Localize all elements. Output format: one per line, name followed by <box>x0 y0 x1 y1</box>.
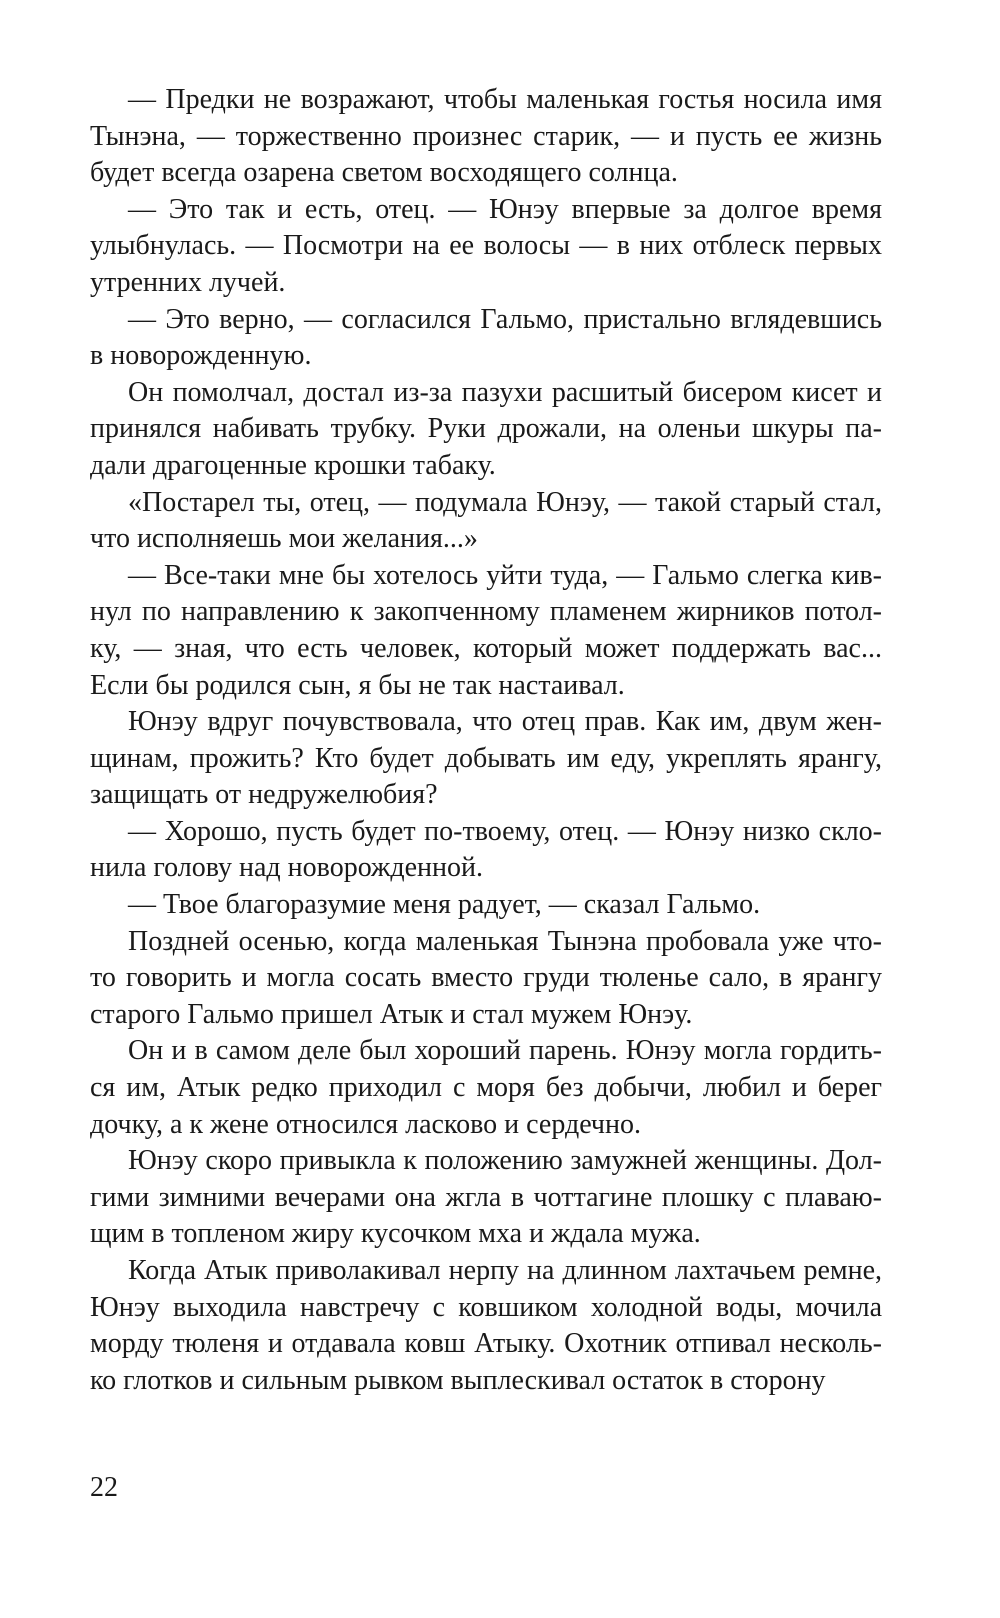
paragraph: — Твое благоразумие меня радует, — сказал Гальмо. <box>128 889 761 921</box>
paragraph: — Все-таки мне бы хотелось уйти туда, — Гальмо слегка кивнул по направлению к закопченному пламенем жирников потолку, — зная, что есть человек, который может поддержать вас... Если бы родился сын, я бы не так настаивал. <box>90 559 882 701</box>
paragraph: Когда Атык приволакивал нерпу на длинном лахтачьем ремне, Юнэу выходила навстречу с ковшиком холодной воды, мочила морду тюленя и отдавала ковш Атыку. Охотник отпивал несколько глотков и сильным рывком выплескивал остаток в сторону <box>90 1255 882 1396</box>
paragraph: Он помолчал, достал из-за пазухи расшитый бисером кисет и принялся набивать трубку. Руки дрожали, на оленьи шкуры падали драгоценные крошки табаку. <box>90 376 882 481</box>
paragraph: Поздней осенью, когда маленькая Тынэна пробовала уже чтото говорить и могла сосать вместо груди тюленье сало, в ярангу старого Гальмо пришел Атык и стал мужем Юнэу. <box>90 925 882 1030</box>
paragraph: — Это так и есть, отец. — Юнэу впервые за долгое время улыбнулась. — Посмотри на ее волосы — в них отблеск первых утренних лучей. <box>90 193 882 298</box>
paragraph: Юнэу скоро привыкла к положению замужней женщины. Долгими зимними вечерами она жгла в чоттагине плошку с плавающим в топленом жиру кусочком мха и ждала мужа. <box>90 1145 882 1250</box>
paragraph: — Это верно, — согласился Гальмо, пристально вглядевшись в новорожденную. <box>90 303 882 372</box>
page-number: 22 <box>90 1472 118 1503</box>
paragraph: «Постарел ты, отец, — подумала Юнэу, — такой старый стал, что исполняешь мои желания...» <box>90 486 882 555</box>
paragraph: Он и в самом деле был хороший парень. Юнэу могла гордиться им, Атык редко приходил с моря без добычи, любил и берег дочку, а к жене относился ласково и сердечно. <box>90 1035 882 1140</box>
paragraph: — Предки не возражают, чтобы маленькая гостья носила имя Тынэна, — торжественно произнес старик, — и пусть ее жизнь будет всегда озарена светом восходящего солнца. <box>90 84 882 189</box>
paragraph: — Хорошо, пусть будет по-твоему, отец. — Юнэу низко склонила голову над новорожденной. <box>90 815 882 884</box>
paragraph: Юнэу вдруг почувствовала, что отец прав. Как им, двум женщинам, прожить? Кто будет добывать им еду, укреплять ярангу, защищать от недружелюбия? <box>90 706 882 811</box>
page-text <box>90 82 882 1399</box>
